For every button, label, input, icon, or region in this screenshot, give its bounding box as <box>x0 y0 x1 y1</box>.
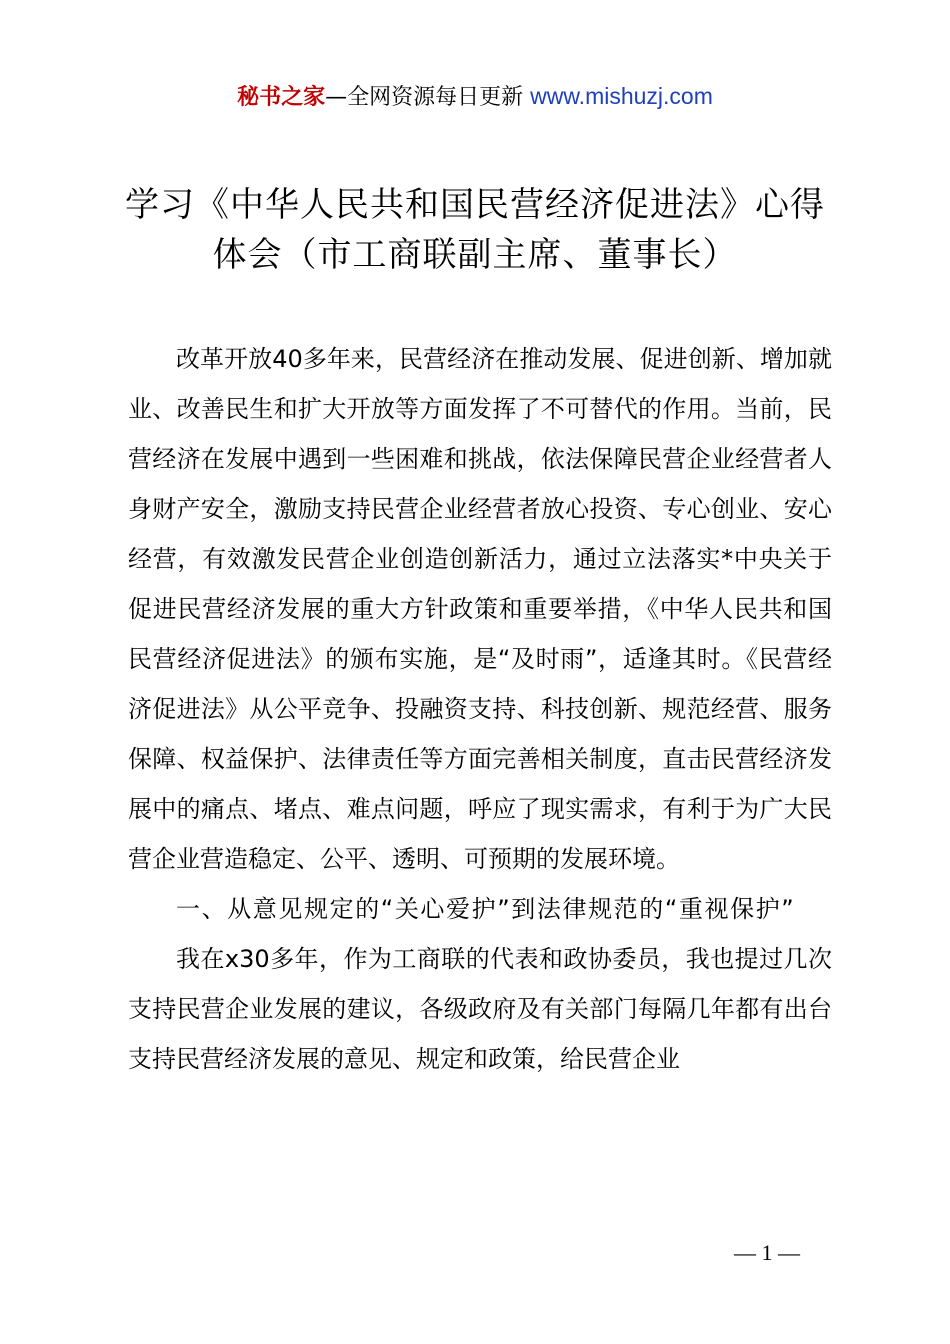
body-paragraph: 改革开放40多年来，民营经济在推动发展、促进创新、增加就业、改善民生和扩大开放等方面发挥了不可替代的作用。当前，民营经济在发展中遇到一些困难和挑战，依法保障民营企业经营者人身财产安全，激励支持民营企业经营者放心投资、专心创业、安心经营，有效激发民营企业创造创新活力，通过立法落实*中央关于促进民营经济发展的重大方针政策和重要举措，《中华人民共和国民营经济促进法》的颁布实施，是“及时雨”，适逢其时。《民营经济促进法》从公平竞争、投融资支持、科技创新、规范经营、服务保障、权益保护、法律责任等方面完善相关制度，直击民营经济发展中的痛点、堵点、难点问题，呼应了现实需求，有利于为广大民营企业营造稳定、公平、透明、可预期的发展环境。 <box>128 345 832 873</box>
site-brand: 秘书之家 <box>237 85 326 110</box>
site-slogan: —全网资源每日更新 <box>325 85 524 110</box>
document-title-line-2: 体会（市工商联副主席、董事长） <box>212 235 738 275</box>
document-title <box>95 180 855 280</box>
page-number: — 1 — <box>734 1240 800 1265</box>
site-url-link[interactable]: www.mishuzj.com <box>530 83 713 109</box>
document-body <box>128 334 832 1084</box>
body-paragraph: 我在x30多年，作为工商联的代表和政协委员，我也提过几次支持民营企业发展的建议，各级政府及有关部门每隔几年都有出台支持民营经济发展的意见、规定和政策，给民营企业 <box>128 945 832 1073</box>
site-header <box>0 80 950 114</box>
section-heading: 一、从意见规定的“关心爱护”到法律规范的“重视保护” <box>176 895 796 923</box>
document-title-line-1: 学习《中华人民共和国民营经济促进法》心得 <box>125 185 825 225</box>
